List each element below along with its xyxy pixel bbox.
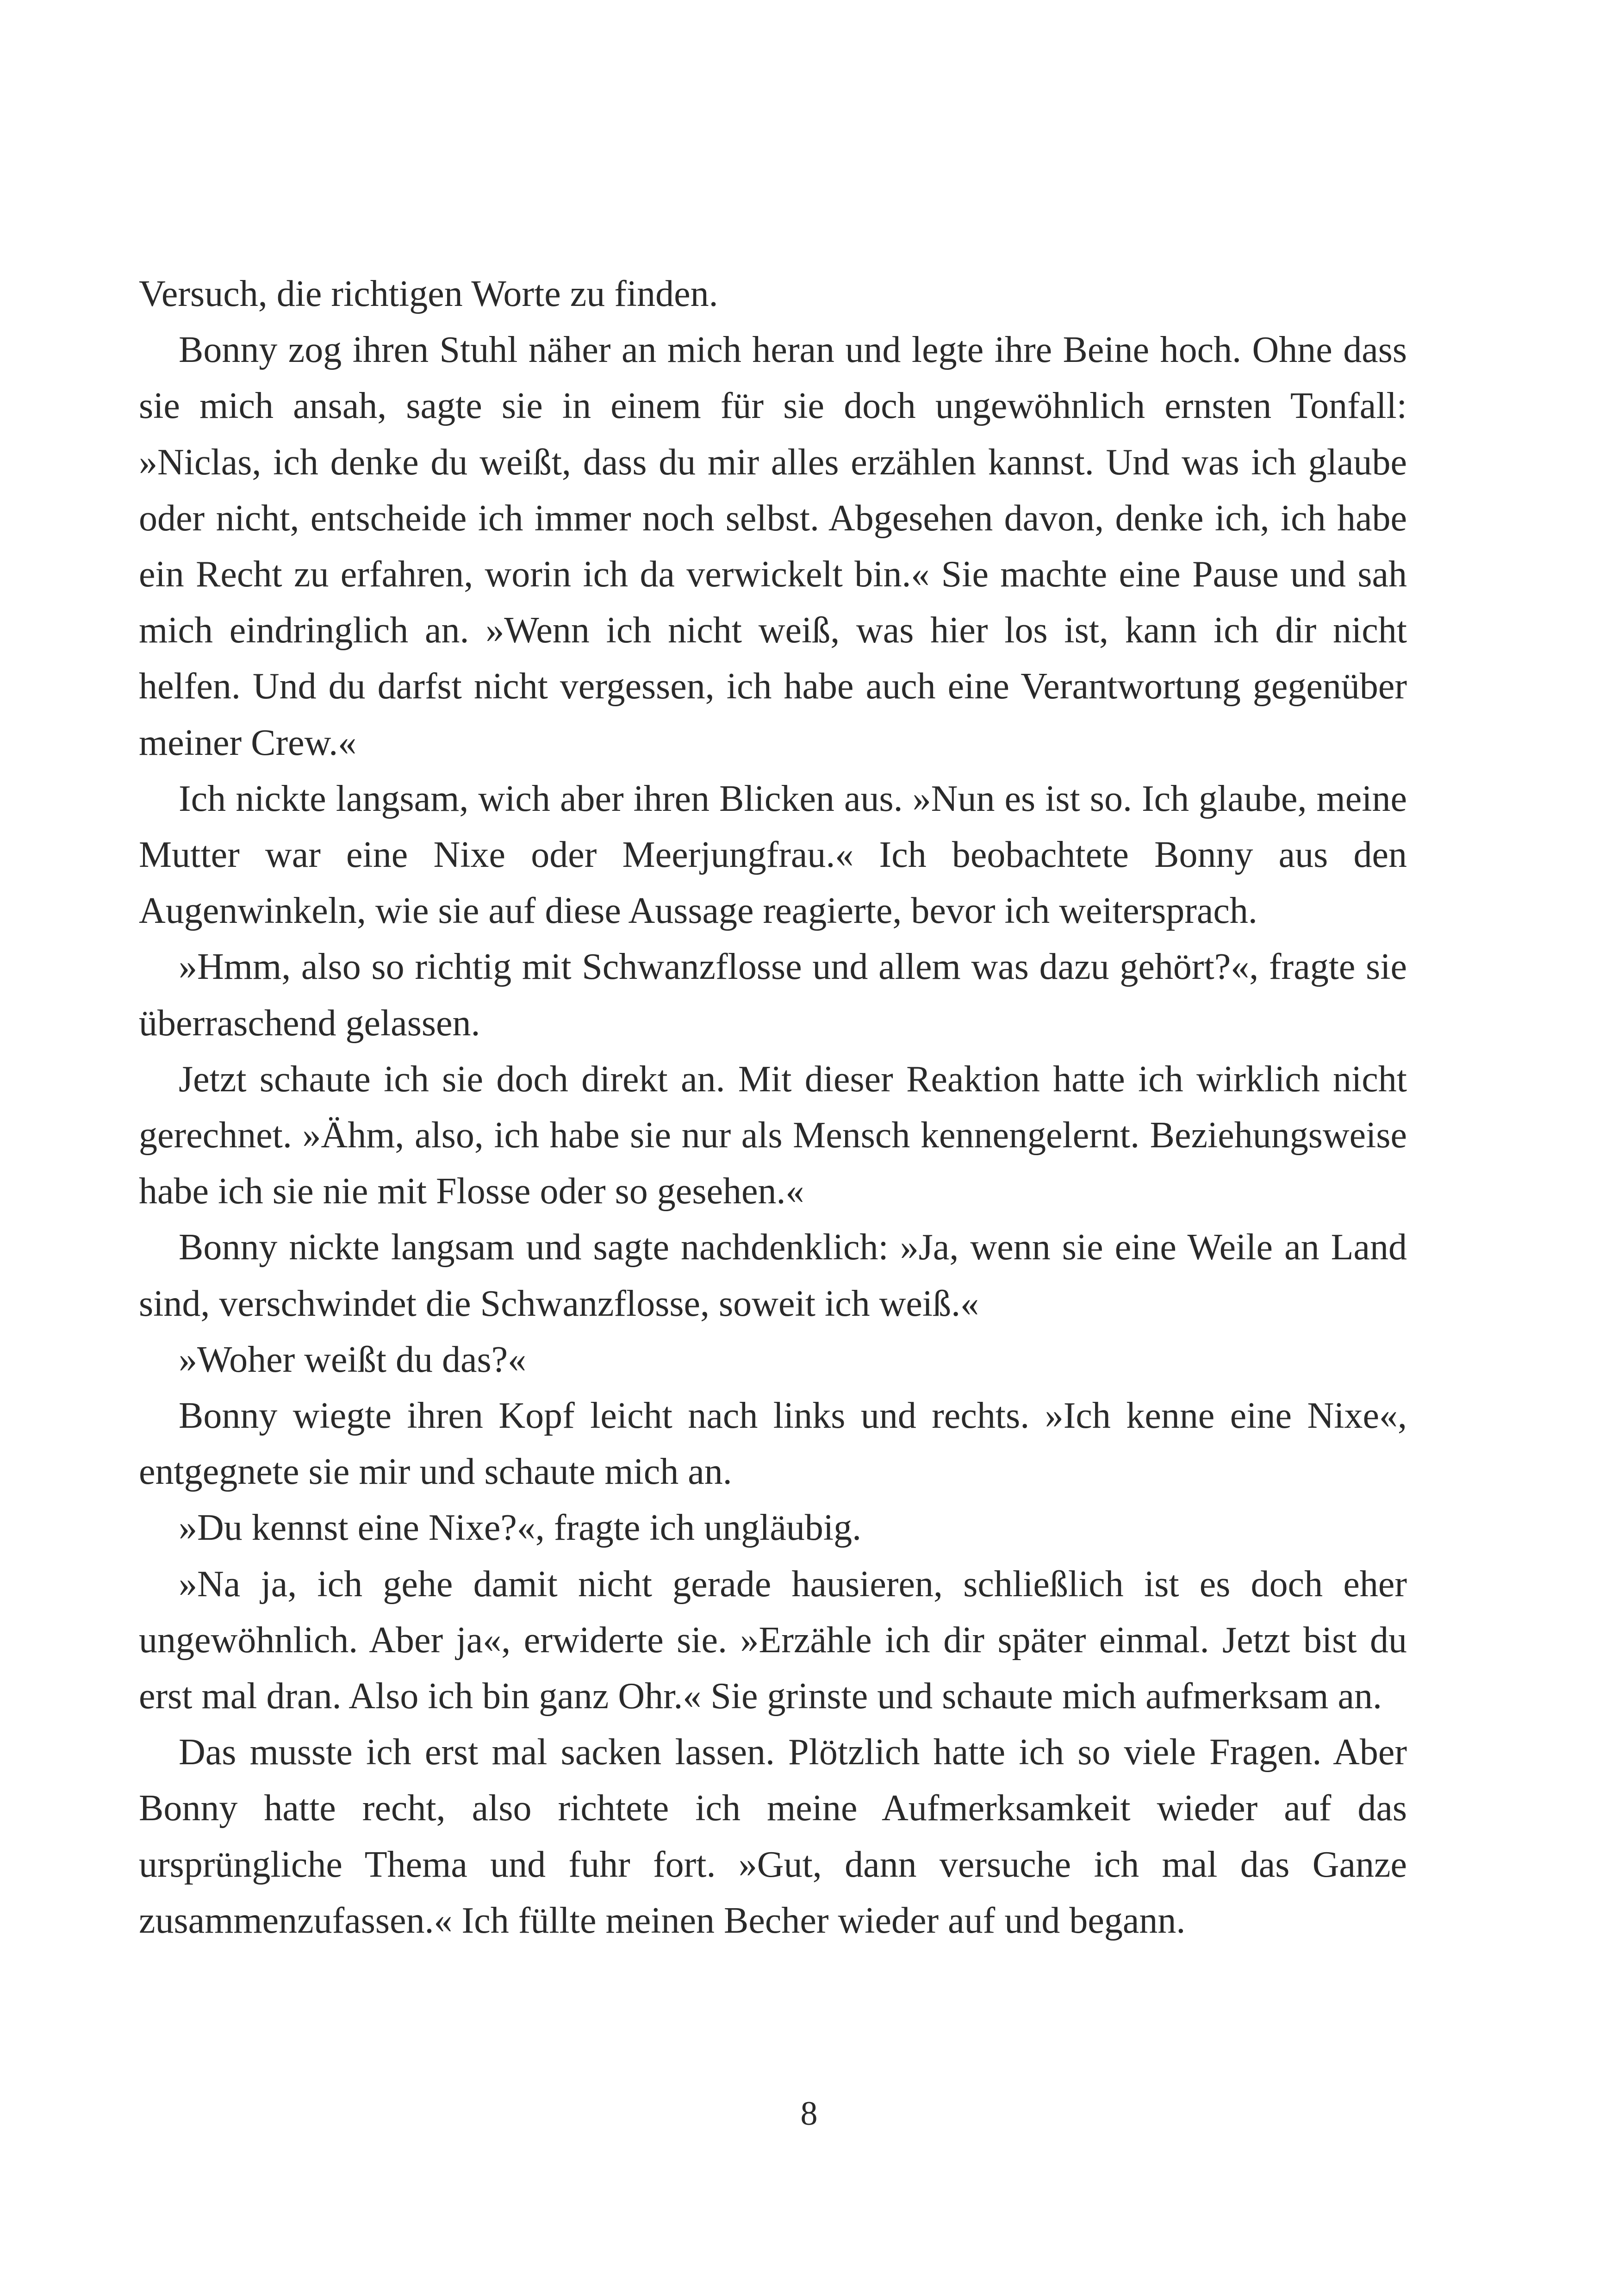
paragraph: »Hmm, also so richtig mit Schwanzflosse und allem was dazu gehört?«, fragte sie überraschend gelassen. <box>139 946 1407 1044</box>
paragraph: Das musste ich erst mal sacken lassen. Plötzlich hatte ich so viele Fragen. Aber Bonny hatte recht, also richtete ich meine Aufmerksamkeit wieder auf das ursprüngliche Thema und fuhr fort. »Gut, dann versuche ich mal das Ganze zusammenzufassen.« Ich füllte meinen Becher wieder auf und begann. <box>139 1732 1407 1941</box>
paragraph: Jetzt schaute ich sie doch direkt an. Mit dieser Reaktion hatte ich wirklich nicht gerechnet. »Ähm, also, ich habe sie nur als Mensch kennengelernt. Beziehungsweise habe ich sie nie mit Flosse oder so gesehen.« <box>139 1058 1407 1212</box>
paragraph: »Du kennst eine Nixe?«, fragte ich ungläubig. <box>179 1507 862 1549</box>
paragraph: Bonny nickte langsam und sagte nachdenklich: »Ja, wenn sie eine Weile an Land sind, verschwindet die Schwanzflosse, soweit ich weiß.« <box>139 1227 1407 1324</box>
paragraph: »Na ja, ich gehe damit nicht gerade hausieren, schließlich ist es doch eher ungewöhnlich. Aber ja«, erwiderte sie. »Erzähle ich dir später einmal. Jetzt bist du erst mal dran. Also ich bin ganz Ohr.« Sie grinste und schaute mich aufmerksam an. <box>139 1563 1407 1717</box>
paragraph: Ich nickte langsam, wich aber ihren Blicken aus. »Nun es ist so. Ich glaube, meine Mutter war eine Nixe oder Meerjungfrau.« Ich beobachtete Bonny aus den Augenwinkeln, wie sie auf diese Aussage reagierte, bevor ich weitersprach. <box>139 778 1407 932</box>
body-text <box>139 266 1407 1949</box>
paragraph-continuation: Versuch, die richtigen Worte zu finden. <box>139 274 718 314</box>
paragraph: Bonny wiegte ihren Kopf leicht nach links und rechts. »Ich kenne eine Nixe«, entgegnete sie mir und schaute mich an. <box>139 1395 1407 1493</box>
page-number: 8 <box>800 2095 818 2133</box>
paragraph: Bonny zog ihren Stuhl näher an mich heran und legte ihre Beine hoch. Ohne dass sie mich ansah, sagte sie in einem für sie doch ungewöhnlich ernsten Tonfall: »Niclas, ich denke du weißt, dass du mir alles erzählen kannst. Und was ich glaube oder nicht, entscheide ich immer noch selbst. Abgesehen davon, denke ich, ich habe ein Recht zu erfahren, worin ich da verwickelt bin.« Sie machte eine Pause und sah mich eindringlich an. »Wenn ich nicht weiß, was hier los ist, kann ich dir nicht helfen. Und du darfst nicht vergessen, ich habe auch eine Verantwortung gegenüber meiner Crew.« <box>139 330 1407 763</box>
paragraph: »Woher weißt du das?« <box>179 1339 527 1380</box>
